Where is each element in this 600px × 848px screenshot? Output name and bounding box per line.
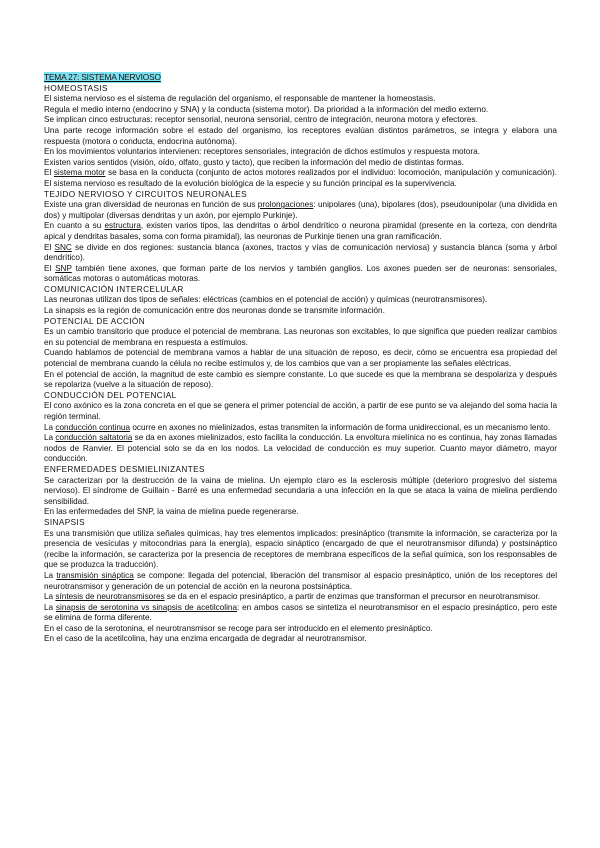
paragraph-text: se da en axones mielinizados, esto facilita la conducción. La envoltura mielínica no es continua, hay zonas llamadas nodos de Ranvier. El potencial solo se da en los nodos. La velocidad de conducción es muy superior. Cuanto mayor diámetro, mayor conducción.: [44, 433, 558, 464]
paragraph: [44, 370, 557, 391]
paragraph-text: En el caso de la serotonina, el neurotransmisor se recoge para ser introducido en el elemento presináptico.: [44, 623, 433, 633]
paragraph: [44, 634, 557, 645]
paragraph: [44, 571, 557, 592]
title-highlight: TEMA 27: SISTEMA NERVIOSO: [44, 72, 161, 82]
paragraph: [44, 348, 557, 369]
paragraph-text: Existen varios sentidos (visión, oído, olfato, gusto y tacto), que reciben la información del medio de distintas formas.: [44, 157, 465, 167]
paragraph-text: también tiene axones, que forman parte de los nervios y también ganglios. Los axones pueden ser de neuronas: sensoriales, somáticas motoras o automáticas motoras.: [44, 263, 557, 284]
paragraph-text: La sinapsis es la región de comunicación entre dos neuronas donde se transmite información.: [44, 306, 385, 316]
underlined-term: síntesis de neurotransmisores: [55, 592, 165, 602]
paragraph: [44, 115, 557, 126]
paragraph-text: La: [44, 602, 56, 612]
paragraph: [44, 200, 557, 221]
paragraph: [44, 433, 557, 465]
paragraph-text: Regula el medio interno (endocrino y SNA) y la conducta (sistema motor). Da prioridad a la información del medio externo.: [44, 104, 489, 114]
paragraph-text: El: [44, 242, 55, 252]
document-body: [44, 84, 557, 645]
paragraph: [44, 592, 557, 603]
paragraph-text: El sistema nervioso es el sistema de regulación del organismo, el responsable de mantener la homeostasis.: [44, 94, 436, 104]
paragraph: [44, 624, 557, 635]
section-heading: TEJIDO NERVIOSO Y CIRCUITOS NEURONALES: [44, 189, 247, 199]
paragraph: [44, 423, 557, 434]
paragraph: [44, 243, 557, 264]
paragraph: [44, 476, 557, 508]
paragraph-text: Se implican cinco estructuras: receptor sensorial, neurona sensorial, centro de integración, neurona motora y efectores.: [44, 115, 478, 125]
paragraph-text: Las neuronas utilizan dos tipos de señales: eléctricas (cambios en el potencial de acción) y químicas (neurotransmisores).: [44, 295, 488, 305]
paragraph-text: Es una transmisión que utiliza señales químicas, hay tres elementos implicados: presináptico (transmite la información, se caracteriza por la presencia de vesículas y mitocondrias para la energía), espacio sináptico (encargado de que el neurotransmisor difunda) y postsináptico (recibe la información, se caracteriza por la presencia de receptores de membrana específicos de la señal química, son los responsables de que se produzca la traducción).: [44, 528, 557, 570]
paragraph-text: En cuanto a su: [44, 221, 105, 231]
paragraph: [44, 94, 557, 105]
paragraph-text: : unipolares (una), bipolares (dos), pseudounipolar (una dividida en dos) y multipolar (diversas dendritas y un axón, por ejemplo Purkinje).: [44, 200, 558, 220]
underlined-term: SNP: [55, 263, 72, 273]
paragraph-text: La: [44, 570, 57, 580]
paragraph-text: El: [44, 168, 54, 178]
paragraph-text: Se caracterizan por la destrucción de la vaina de mielina. Un ejemplo claro es la esclerosis múltiple (deterioro progresivo del sistema nervioso). El síndrome de Guillain - Barré es una enfermedad secundaria a una infección en la que se ataca la vaina de mielina perdiendo sensibilidad.: [44, 475, 557, 506]
paragraph: [44, 147, 557, 158]
paragraph: [44, 327, 557, 348]
section-heading: SINAPSIS: [44, 517, 85, 527]
paragraph: [44, 603, 557, 624]
paragraph-text: se divide en dos regiones: sustancia blanca (axones, tractos y vías de comunicación nerviosa) y sustancia blanca (soma y árbol dendrítico).: [44, 242, 557, 263]
paragraph-text: La: [44, 433, 56, 443]
section-heading: HOMEOSTASIS: [44, 83, 108, 93]
underlined-term: conducción saltatoria: [55, 433, 133, 443]
paragraph: [44, 158, 557, 169]
paragraph: [44, 168, 557, 189]
underlined-term: prolongaciones: [257, 200, 314, 210]
paragraph-text: La: [44, 592, 56, 602]
underlined-term: sistema motor: [53, 168, 106, 178]
paragraph-text: ocurre en axones no mielinizados, estas transmiten la información de forma unidireccional, es un mecanismo lento.: [130, 422, 551, 432]
paragraph: [44, 507, 557, 518]
paragraph-text: El: [44, 263, 56, 273]
underlined-term: conducción continua: [55, 422, 131, 432]
paragraph-text: Cuando hablamos de potencial de membrana vamos a hablar de una situación de reposo, es decir, cómo se encuentra esa propiedad del potencial de membrana cuando la célula no recibe estímulos y, de los cambios que van a ser propiamente las señales eléctricas.: [44, 348, 557, 369]
section-heading: COMUNICACIÓN INTERCELULAR: [44, 284, 184, 294]
paragraph-text: se compone: llegada del potencial, liberación del transmisor al espacio presináptico, unión de los receptores del neurotransmisor y generación de un potencial de acción en la neurona postsináptica.: [44, 570, 558, 591]
paragraph-text: Existe una gran diversidad de neuronas en función de sus: [44, 200, 258, 210]
paragraph: [44, 264, 557, 285]
section-heading: ENFERMEDADES DESMIELINIZANTES: [44, 464, 205, 474]
underlined-term: transmisión sináptica: [56, 570, 134, 580]
paragraph: [44, 221, 557, 242]
paragraph-text: , existen varios tipos, las dendritas o árbol dendrítico o neurona piramidal (presente en la corteza, con dendrita apical y dendritas basales, soma con forma piramidal), las neuronas de Purkinje tienen una gran ramificación.: [44, 221, 557, 241]
paragraph: [44, 105, 557, 116]
paragraph-text: se basa en la conducta (conjunto de actos motores realizados por el individuo: locomoción, manipulación y comunicación). El sistema nervioso es resultado de la evolución biológica de la especie y su función principal es la supervivencia.: [44, 168, 557, 188]
paragraph: [44, 529, 557, 571]
paragraph-text: En las enfermedades del SNP, la vaina de mielina puede regenerarse.: [44, 507, 299, 517]
section-heading: CONDUCCIÓN DEL POTENCIAL: [44, 390, 177, 400]
document-page: [44, 72, 557, 645]
document-title: [44, 72, 557, 84]
paragraph-text: Una parte recoge información sobre el estado del organismo, los receptores evalúan distintos parámetros, se integra y elabora una respuesta (motora o conducta, endocrina autónoma).: [44, 125, 557, 146]
section-heading: POTENCIAL DE ACCIÓN: [44, 316, 146, 326]
paragraph-text: : en ambos casos se sintetiza el neurotransmisor en el espacio presináptico, pero este se elimina de forma diferente.: [44, 602, 558, 623]
paragraph-text: La: [44, 422, 56, 432]
paragraph: [44, 126, 557, 147]
paragraph-text: se da en el espacio presináptico, a partir de enzimas que transforman el precursor en neurotransmisor.: [164, 592, 541, 602]
paragraph: [44, 295, 557, 306]
underlined-term: estructura: [104, 221, 141, 231]
paragraph-text: En los movimientos voluntarios intervienen: receptores sensoriales, integración de dichos estímulos y respuesta motora.: [44, 147, 480, 157]
paragraph-text: En el potencial de acción, la magnitud de este cambio es siempre constante. Lo que sucede es que la membrana se despolariza y después se repolariza (vuelve a la situación de reposo).: [44, 369, 557, 390]
paragraph-text: En el caso de la acetilcolina, hay una enzima encargada de degradar al neurotransmisor.: [44, 634, 367, 644]
underlined-term: sinapsis de serotonina vs sinapsis de acetilcolina: [55, 602, 238, 612]
paragraph: [44, 401, 557, 422]
paragraph: [44, 306, 557, 317]
paragraph-text: El cono axónico es la zona concreta en el que se genera el primer potencial de acción, a partir de ese punto se va alejando del soma hacia la región terminal.: [44, 401, 557, 421]
underlined-term: SNC: [54, 242, 72, 252]
paragraph-text: Es un cambio transitorio que produce el potencial de membrana. Las neuronas son excitables, lo que significa que pueden realizar cambios en su potencial de membrana en respuesta a estímulos.: [44, 327, 557, 347]
